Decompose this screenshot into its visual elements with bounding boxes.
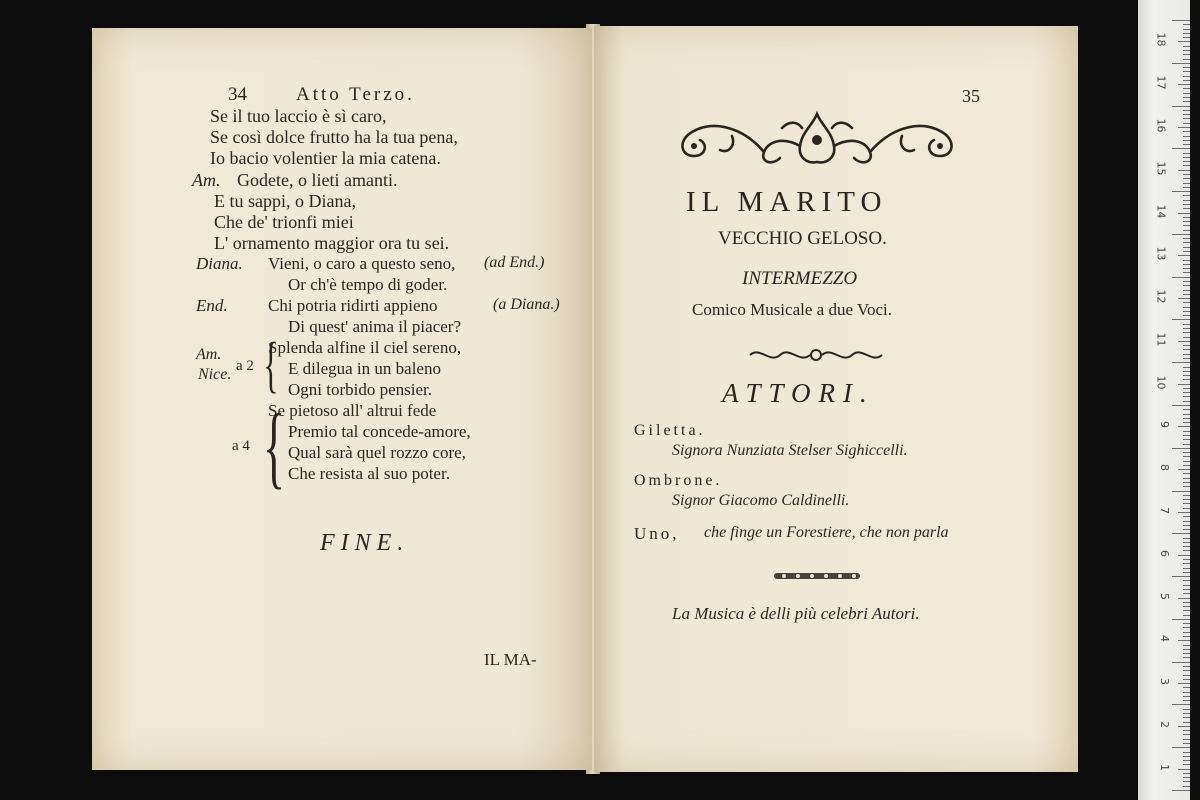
ruler-minor-tick xyxy=(1183,760,1190,761)
ruler-minor-tick xyxy=(1183,550,1190,551)
ruler-tick xyxy=(1172,448,1190,449)
quartet-marker: a 4 xyxy=(232,438,250,454)
ruler-number: 10 xyxy=(1154,375,1168,390)
ruler-minor-tick xyxy=(1183,187,1190,188)
ruler-tick xyxy=(1172,790,1190,791)
ruler-minor-tick xyxy=(1183,713,1190,714)
ruler-number: 5 xyxy=(1158,592,1171,600)
actor-role: Ombrone. xyxy=(634,472,723,489)
ornament-divider-icon xyxy=(746,344,886,366)
ruler-minor-tick xyxy=(1183,272,1190,273)
ruler-minor-tick xyxy=(1178,84,1190,85)
ruler-minor-tick xyxy=(1178,41,1190,42)
catchword: IL MA- xyxy=(484,650,537,669)
ruler-minor-tick xyxy=(1183,461,1190,462)
ruler-tick xyxy=(1172,277,1190,278)
ruler-minor-tick xyxy=(1183,174,1190,175)
ruler-minor-tick xyxy=(1183,606,1190,607)
ruler-minor-tick xyxy=(1183,773,1190,774)
ruler-minor-tick xyxy=(1183,465,1190,466)
ruler-minor-tick xyxy=(1183,580,1190,581)
verse-line: Vieni, o caro a questo seno, xyxy=(268,254,456,273)
verse-line: L' ornamento maggior ora tu sei. xyxy=(214,233,450,253)
ruler-minor-tick xyxy=(1183,114,1190,115)
ruler-minor-tick xyxy=(1183,281,1190,282)
ruler-minor-tick xyxy=(1183,33,1190,34)
verse-line: Chi potria ridirti appieno xyxy=(268,296,438,315)
ruler-minor-tick xyxy=(1183,610,1190,611)
ruler-minor-tick xyxy=(1178,341,1190,342)
ruler-minor-tick xyxy=(1183,615,1190,616)
actor-role: Giletta. xyxy=(634,422,706,439)
ruler-minor-tick xyxy=(1183,675,1190,676)
ruler-minor-tick xyxy=(1183,602,1190,603)
ruler-minor-tick xyxy=(1183,444,1190,445)
ruler-minor-tick xyxy=(1183,495,1190,496)
ruler-minor-tick xyxy=(1183,717,1190,718)
ruler-minor-tick xyxy=(1183,439,1190,440)
ruler-minor-tick xyxy=(1183,687,1190,688)
verse-line: Di quest' anima il piacer? xyxy=(288,317,461,336)
ruler-minor-tick xyxy=(1178,426,1190,427)
ruler-minor-tick xyxy=(1183,379,1190,380)
ruler-minor-tick xyxy=(1183,29,1190,30)
duet-marker: a 2 xyxy=(236,358,254,374)
ruler-minor-tick xyxy=(1183,324,1190,325)
verse-line: Or ch'è tempo di goder. xyxy=(288,275,448,294)
stage-direction: (ad End.) xyxy=(484,254,545,271)
ruler-minor-tick xyxy=(1183,315,1190,316)
ruler-minor-tick xyxy=(1183,414,1190,415)
running-head: Atto Terzo. xyxy=(296,84,415,105)
ruler-minor-tick xyxy=(1183,572,1190,573)
ruler-minor-tick xyxy=(1183,739,1190,740)
ruler-minor-tick xyxy=(1183,24,1190,25)
ruler-minor-tick xyxy=(1178,640,1190,641)
ruler-minor-tick xyxy=(1183,679,1190,680)
music-note: La Musica è delli più celebri Autori. xyxy=(672,604,920,623)
ruler-tick xyxy=(1172,106,1190,107)
ruler-minor-tick xyxy=(1183,435,1190,436)
ruler-tick xyxy=(1172,405,1190,406)
verse-line: Io bacio volentier la mia catena. xyxy=(210,148,441,168)
ruler-minor-tick xyxy=(1183,666,1190,667)
ruler-minor-tick xyxy=(1183,563,1190,564)
ruler-minor-tick xyxy=(1183,337,1190,338)
ruler-minor-tick xyxy=(1183,670,1190,671)
ruler-minor-tick xyxy=(1183,418,1190,419)
ruler-minor-tick xyxy=(1183,473,1190,474)
ruler-minor-tick xyxy=(1183,722,1190,723)
ruler-minor-tick xyxy=(1183,290,1190,291)
ruler-minor-tick xyxy=(1183,367,1190,368)
ruler-minor-tick xyxy=(1183,140,1190,141)
ruler-minor-tick xyxy=(1183,165,1190,166)
ruler-minor-tick xyxy=(1183,542,1190,543)
ruler-minor-tick xyxy=(1183,200,1190,201)
play-title: IL MARITO xyxy=(686,186,888,218)
ruler-minor-tick xyxy=(1183,538,1190,539)
ruler-minor-tick xyxy=(1183,268,1190,269)
ruler-number: 6 xyxy=(1158,549,1171,557)
ruler-minor-tick xyxy=(1183,700,1190,701)
ruler-minor-tick xyxy=(1178,170,1190,171)
actor-role: Uno, xyxy=(634,524,680,543)
ruler-minor-tick xyxy=(1183,88,1190,89)
ruler-minor-tick xyxy=(1183,46,1190,47)
ruler-minor-tick xyxy=(1183,525,1190,526)
ruler-minor-tick xyxy=(1183,478,1190,479)
ruler-minor-tick xyxy=(1183,529,1190,530)
ruler-minor-tick xyxy=(1178,598,1190,599)
ruler-minor-tick xyxy=(1183,157,1190,158)
ruler-minor-tick xyxy=(1183,251,1190,252)
actor-performer: Signora Nunziata Stelser Sighiccelli. xyxy=(672,442,908,459)
measuring-ruler xyxy=(1138,0,1190,800)
ruler-minor-tick xyxy=(1183,221,1190,222)
ruler-minor-tick xyxy=(1183,285,1190,286)
ruler-minor-tick xyxy=(1178,213,1190,214)
ruler-tick xyxy=(1172,191,1190,192)
ruler-number: 4 xyxy=(1158,635,1171,643)
ruler-minor-tick xyxy=(1183,67,1190,68)
ruler-minor-tick xyxy=(1183,131,1190,132)
ruler-minor-tick xyxy=(1183,734,1190,735)
ruler-minor-tick xyxy=(1183,354,1190,355)
ruler-number: 13 xyxy=(1154,246,1168,261)
brace-icon: { xyxy=(263,331,279,399)
ruler-minor-tick xyxy=(1183,59,1190,60)
ruler-minor-tick xyxy=(1183,422,1190,423)
ruler-minor-tick xyxy=(1183,76,1190,77)
ruler-tick xyxy=(1172,619,1190,620)
ruler-minor-tick xyxy=(1183,585,1190,586)
verse-line: Qual sarà quel rozzo core, xyxy=(288,443,466,462)
ruler-number: 16 xyxy=(1154,118,1168,133)
ruler-minor-tick xyxy=(1183,371,1190,372)
ruler-minor-tick xyxy=(1183,332,1190,333)
ruler-minor-tick xyxy=(1183,345,1190,346)
ruler-minor-tick xyxy=(1183,178,1190,179)
ruler-minor-tick xyxy=(1183,546,1190,547)
ruler-minor-tick xyxy=(1183,645,1190,646)
ruler-number: 15 xyxy=(1154,161,1168,176)
verse-line: Splenda alfine il ciel sereno, xyxy=(268,338,462,357)
ruler-minor-tick xyxy=(1183,71,1190,72)
speaker-diana: Diana. xyxy=(196,254,243,273)
ruler-minor-tick xyxy=(1183,136,1190,137)
ruler-minor-tick xyxy=(1183,452,1190,453)
ruler-minor-tick xyxy=(1183,183,1190,184)
ruler-minor-tick xyxy=(1183,730,1190,731)
ruler-minor-tick xyxy=(1183,456,1190,457)
ruler-minor-tick xyxy=(1183,764,1190,765)
ruler-minor-tick xyxy=(1183,101,1190,102)
ruler-minor-tick xyxy=(1178,726,1190,727)
ruler-minor-tick xyxy=(1183,636,1190,637)
ruler-minor-tick xyxy=(1183,144,1190,145)
ruler-minor-tick xyxy=(1183,118,1190,119)
ruler-minor-tick xyxy=(1183,388,1190,389)
verse-line: Che resista al suo poter. xyxy=(288,464,450,483)
speaker-end: End. xyxy=(196,296,228,315)
ruler-minor-tick xyxy=(1178,298,1190,299)
ruler-minor-tick xyxy=(1183,242,1190,243)
ruler-minor-tick xyxy=(1183,786,1190,787)
ruler-minor-tick xyxy=(1183,756,1190,757)
ruler-tick xyxy=(1172,662,1190,663)
ruler-minor-tick xyxy=(1183,123,1190,124)
ornament-divider-small-icon xyxy=(772,568,864,584)
verse-line: Se il tuo laccio è sì caro, xyxy=(210,106,387,126)
ruler-minor-tick xyxy=(1183,302,1190,303)
ruler-number: 2 xyxy=(1158,720,1171,728)
genre-description: Comico Musicale a due Voci. xyxy=(692,300,893,319)
ruler-minor-tick xyxy=(1183,349,1190,350)
ruler-minor-tick xyxy=(1183,696,1190,697)
page-number-left: 34 xyxy=(228,84,247,105)
ruler-number: 8 xyxy=(1158,464,1171,472)
ruler-tick xyxy=(1172,148,1190,149)
actor-description: che finge un Forestiere, che non parla xyxy=(704,524,949,541)
ruler-tick xyxy=(1172,362,1190,363)
ruler-minor-tick xyxy=(1183,657,1190,658)
ruler-minor-tick xyxy=(1183,401,1190,402)
ruler-tick xyxy=(1172,576,1190,577)
ruler-number: 3 xyxy=(1158,678,1171,686)
ruler-minor-tick xyxy=(1183,508,1190,509)
ruler-minor-tick xyxy=(1183,632,1190,633)
ruler-minor-tick xyxy=(1183,264,1190,265)
ruler-minor-tick xyxy=(1183,54,1190,55)
ruler-minor-tick xyxy=(1183,358,1190,359)
ruler-number: 18 xyxy=(1154,32,1168,47)
ruler-minor-tick xyxy=(1183,97,1190,98)
ruler-minor-tick xyxy=(1183,482,1190,483)
ruler-minor-tick xyxy=(1183,559,1190,560)
ruler-minor-tick xyxy=(1183,627,1190,628)
ruler-minor-tick xyxy=(1183,238,1190,239)
ruler-tick xyxy=(1172,747,1190,748)
ruler-minor-tick xyxy=(1183,195,1190,196)
ruler-tick xyxy=(1172,20,1190,21)
verse-line: Se così dolce frutto ha la tua pena, xyxy=(210,127,458,147)
right-page xyxy=(594,26,1078,772)
ruler-minor-tick xyxy=(1183,777,1190,778)
ruler-minor-tick xyxy=(1178,683,1190,684)
ruler-number: 9 xyxy=(1158,421,1171,429)
verse-line: E dilegua in un baleno xyxy=(288,359,441,378)
ruler-tick xyxy=(1172,63,1190,64)
ruler-minor-tick xyxy=(1183,110,1190,111)
ruler-number: 11 xyxy=(1154,332,1168,347)
ruler-minor-tick xyxy=(1178,127,1190,128)
fine-heading: FINE. xyxy=(320,530,410,556)
ruler-minor-tick xyxy=(1183,93,1190,94)
ruler-number: 14 xyxy=(1154,204,1168,218)
ruler-minor-tick xyxy=(1183,307,1190,308)
ruler-tick xyxy=(1172,704,1190,705)
verse-line: E tu sappi, o Diana, xyxy=(214,191,356,211)
ruler-minor-tick xyxy=(1178,512,1190,513)
ruler-minor-tick xyxy=(1183,247,1190,248)
ruler-minor-tick xyxy=(1183,431,1190,432)
ruler-tick xyxy=(1172,533,1190,534)
genre-label: INTERMEZZO xyxy=(742,268,858,289)
brace-icon: { xyxy=(263,395,286,497)
ruler-number: 7 xyxy=(1158,506,1171,514)
verse-line: Che de' trionfi miei xyxy=(214,212,354,232)
ruler-tick xyxy=(1172,491,1190,492)
ruler-minor-tick xyxy=(1183,230,1190,231)
ruler-minor-tick xyxy=(1183,743,1190,744)
left-page xyxy=(92,28,592,770)
ruler-minor-tick xyxy=(1183,208,1190,209)
ruler-minor-tick xyxy=(1183,37,1190,38)
ruler-minor-tick xyxy=(1183,752,1190,753)
ruler-minor-tick xyxy=(1183,568,1190,569)
speaker-am: Am. xyxy=(192,170,221,190)
actor-performer: Signor Giacomo Caldinelli. xyxy=(672,492,850,509)
ruler-number: 1 xyxy=(1158,763,1171,771)
ruler-minor-tick xyxy=(1183,486,1190,487)
ruler-minor-tick xyxy=(1183,503,1190,504)
ruler-minor-tick xyxy=(1178,469,1190,470)
ruler-minor-tick xyxy=(1183,516,1190,517)
ruler-minor-tick xyxy=(1183,161,1190,162)
ruler-minor-tick xyxy=(1178,384,1190,385)
ruler-minor-tick xyxy=(1183,593,1190,594)
ruler-minor-tick xyxy=(1183,225,1190,226)
stage-direction: (a Diana.) xyxy=(493,296,560,313)
ruler-minor-tick xyxy=(1183,153,1190,154)
ruler-minor-tick xyxy=(1183,781,1190,782)
ruler-minor-tick xyxy=(1183,692,1190,693)
ruler-number: 17 xyxy=(1154,75,1168,90)
verse-line: Ogni torbido pensier. xyxy=(288,380,433,399)
ruler-tick xyxy=(1172,234,1190,235)
ruler-minor-tick xyxy=(1183,260,1190,261)
ruler-minor-tick xyxy=(1183,328,1190,329)
ruler-minor-tick xyxy=(1183,653,1190,654)
play-subtitle: VECCHIO GELOSO. xyxy=(718,228,887,249)
ruler-minor-tick xyxy=(1183,392,1190,393)
ruler-minor-tick xyxy=(1178,555,1190,556)
ruler-minor-tick xyxy=(1178,769,1190,770)
ruler-minor-tick xyxy=(1183,375,1190,376)
ruler-minor-tick xyxy=(1183,623,1190,624)
ruler-minor-tick xyxy=(1183,294,1190,295)
ruler-minor-tick xyxy=(1183,409,1190,410)
ruler-minor-tick xyxy=(1183,217,1190,218)
ruler-minor-tick xyxy=(1183,50,1190,51)
ruler-minor-tick xyxy=(1183,80,1190,81)
ruler-minor-tick xyxy=(1183,396,1190,397)
actors-heading: ATTORI. xyxy=(722,378,875,408)
ruler-minor-tick xyxy=(1183,589,1190,590)
ornament-headpiece-icon xyxy=(672,106,962,170)
speaker-nice-duet: Nice. xyxy=(198,366,232,383)
verse-line: Premio tal concede-amore, xyxy=(288,422,471,441)
verse-line: Godete, o lieti amanti. xyxy=(237,170,398,190)
ruler-minor-tick xyxy=(1183,521,1190,522)
ruler-tick xyxy=(1172,319,1190,320)
ruler-number: 12 xyxy=(1154,289,1168,304)
speaker-am-duet: Am. xyxy=(196,346,222,363)
ruler-minor-tick xyxy=(1183,709,1190,710)
ruler-minor-tick xyxy=(1178,255,1190,256)
ruler-minor-tick xyxy=(1183,499,1190,500)
ruler-minor-tick xyxy=(1183,649,1190,650)
verse-line: Se pietoso all' altrui fede xyxy=(268,401,437,420)
ruler-minor-tick xyxy=(1183,311,1190,312)
page-number-right: 35 xyxy=(962,86,980,106)
ruler-minor-tick xyxy=(1183,204,1190,205)
